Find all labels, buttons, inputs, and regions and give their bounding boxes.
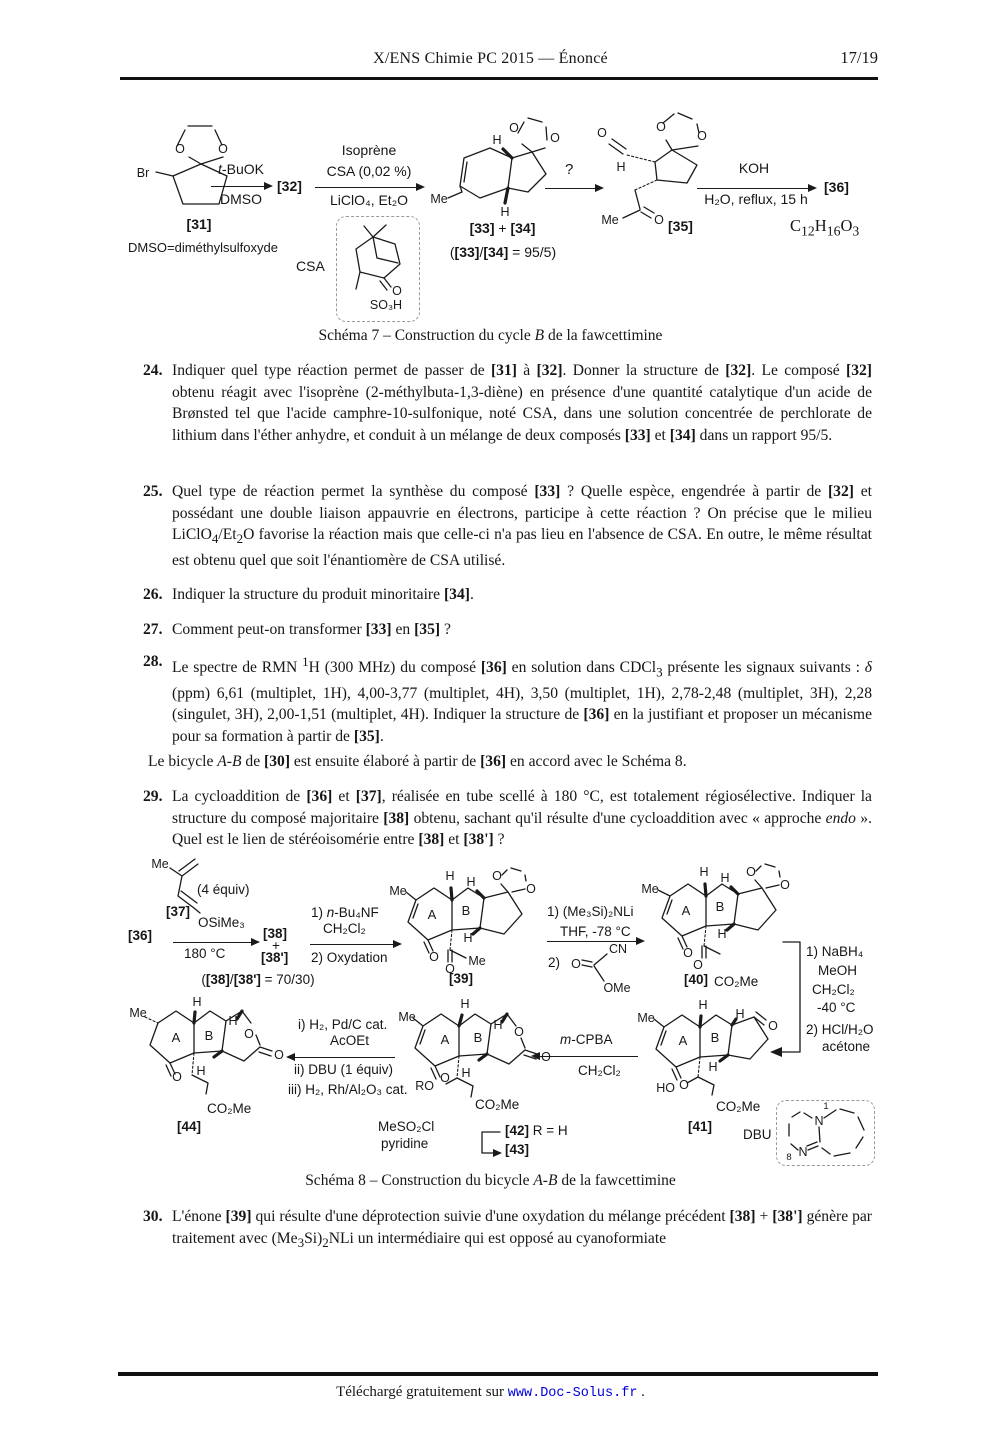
- label-compound-31: [31]: [186, 216, 212, 232]
- arrow1-reagent: t-BuOK: [218, 161, 264, 177]
- atom-so3h: SO₃H: [369, 298, 403, 312]
- atom-o: O: [571, 957, 581, 971]
- osime3-label: OSiMe₃: [198, 915, 245, 930]
- co2me-label-44: CO₂Me: [207, 1101, 252, 1116]
- arrow1-solvent: DMSO: [220, 191, 262, 207]
- label-compound-44: [44]: [177, 1119, 202, 1134]
- question-number: 25.: [143, 483, 163, 500]
- question-30: [143, 1206, 872, 1253]
- atom-o: O: [429, 950, 439, 964]
- ring-a-label: A: [171, 1030, 181, 1045]
- atom-h: H: [698, 998, 708, 1012]
- atom-o: O: [683, 946, 693, 960]
- label-compound-36: [36]: [824, 179, 849, 195]
- atom-o: O: [780, 878, 790, 892]
- ring-a-label: A: [440, 1032, 450, 1047]
- arrow2-reagent-1: Isoprène: [341, 142, 397, 158]
- arrow-39-40-step1: 1) (Me₃Si)₂NLi: [547, 904, 634, 919]
- question-text: L'énone [39] qui résulte d'une déprotection suivie d'une oxydation du mélange précédent [38] + [38'] génère par traitement avec $(Me_3Si)_2NLi$ un intermédiaire qui est opposé au cyanoformiate: [172, 1208, 873, 1250]
- question-number: 27.: [143, 621, 163, 638]
- question-24: [143, 360, 872, 446]
- position-8-label: 8: [786, 1152, 792, 1163]
- label-compound-35: [35]: [668, 218, 693, 234]
- atom-h: H: [461, 1066, 471, 1080]
- question-28: [143, 651, 872, 748]
- question-number: 29.: [143, 788, 163, 805]
- arrow-40-41-solvent2: CH₂Cl₂: [812, 982, 855, 997]
- atom-me: Me: [601, 213, 619, 227]
- atom-h: H: [228, 1014, 238, 1028]
- ring-a-label: A: [427, 907, 437, 922]
- atom-h: H: [735, 1007, 745, 1021]
- atom-o: O: [440, 1071, 450, 1085]
- atom-h: H: [192, 995, 202, 1009]
- arrow-38-39-solvent: CH₂Cl₂: [323, 921, 366, 936]
- arrow-39-40-conditions: THF, -78 °C: [560, 924, 631, 939]
- reaction-arrow-42-44: [288, 1057, 395, 1058]
- footer-link[interactable]: www.Doc-Solus.fr: [507, 1386, 638, 1401]
- atom-o: O: [218, 142, 228, 156]
- arrow-40-41-solvent1: MeOH: [818, 963, 858, 978]
- question-number: 30.: [143, 1208, 163, 1225]
- structure-41-drawing: [638, 995, 788, 1120]
- atom-o: O: [392, 284, 402, 298]
- plus-sign: +: [272, 938, 280, 953]
- pyridine-reagent: pyridine: [381, 1136, 429, 1151]
- question-text: Le spectre de RMN $^1$H (300 MHz) du composé [36] en solution dans CDCl$_3$ présente les signaux suivants : δ (ppm) 6,61 (multiplet, 1H), 4,00-3,77 (multiplet, 4H), 3,50 (multiplet, 1H), 2,78-2,48 (multiplet, 3H), 2,28 (singulet, 3H), 2,00-1,51 (multiplet, 4H). Indiquer la structure de [36] en la justifiant et proposer un mécanisme pour sa formation à partir de [35].: [172, 654, 872, 746]
- dbu-structure-drawing: [776, 1100, 873, 1164]
- ring-a-label: A: [681, 903, 691, 918]
- label-compound-41: [41]: [688, 1119, 713, 1134]
- position-1-label: 1: [823, 1101, 829, 1112]
- atom-o: O: [550, 131, 560, 145]
- ratio-38-38p: ([38]/[38'] = 70/30): [201, 972, 315, 987]
- atom-h: H: [445, 869, 455, 883]
- label-33-plus-34: [33] + [34]: [469, 220, 536, 236]
- question-text: Quel type de réaction permet la synthèse du composé [33] ? Quelle espèce, engendrée à partir de [32] et possédant une double liaison appauvrie en électrons, participe à cette réaction ? On précise que le milieu $LiClO_4/Et_2O$ favorise la réaction mais que celle-ci n'a pas lieu en l'absence de CSA. En outre, le même résultat est obtenu quel que soit l'énantiomère de CSA utilisé.: [172, 483, 872, 569]
- atom-o: O: [697, 129, 707, 143]
- header-title: X/ENS Chimie PC 2015 — Énoncé: [373, 50, 608, 67]
- atom-o: O: [492, 869, 502, 883]
- arrow2-solvent: LiClO₄, Et₂O: [329, 192, 409, 208]
- label-compound-38: [38]: [263, 926, 288, 941]
- arrow2-reagent-2: CSA (0,02 %): [326, 163, 412, 179]
- label-compound-38p: [38']: [261, 950, 289, 965]
- atom-me: Me: [641, 882, 659, 896]
- reaction-arrow-1: [211, 186, 271, 187]
- question-27: [143, 619, 872, 641]
- scheme7-caption: Schéma 7 – Construction du cycle B de la fawcettimine: [318, 327, 663, 344]
- ring-b-label: B: [715, 899, 725, 914]
- atom-o: O: [541, 1050, 551, 1064]
- temp-180: 180 °C: [184, 946, 226, 961]
- csa-structure-drawing: [336, 216, 418, 320]
- reaction-arrow-38-39: [310, 944, 400, 945]
- arrow-42-44-step3: iii) H₂, Rh/Al₂O₃ cat.: [288, 1082, 408, 1097]
- arrow4-conditions: H₂O, reflux, 15 h: [704, 191, 808, 207]
- header-rule: [120, 77, 878, 80]
- unknown-step-label: ?: [565, 161, 574, 178]
- arrow-42-44-step2: ii) DBU (1 équiv): [294, 1062, 394, 1077]
- question-number: 28.: [143, 653, 163, 670]
- atom-o: O: [768, 1019, 778, 1033]
- atom-h: H: [492, 133, 502, 147]
- atom-o: O: [679, 1078, 689, 1092]
- atom-h: H: [493, 1018, 503, 1032]
- co2me-label-40: CO₂Me: [714, 974, 759, 989]
- atom-me: Me: [129, 1006, 147, 1020]
- atom-n: N: [798, 1145, 808, 1159]
- atom-h: H: [463, 931, 473, 945]
- question-number: 24.: [143, 362, 163, 379]
- arrow-39-40-step2: 2): [548, 955, 561, 970]
- ratio-33-34: ([33]/[34] = 95/5): [449, 244, 557, 260]
- footer-period: .: [641, 1384, 645, 1400]
- atom-h: H: [699, 865, 709, 879]
- arrow-40-41-step1: 1) NaBH₄: [806, 944, 864, 959]
- arrow-40-41-temp: -40 °C: [817, 1000, 856, 1015]
- atom-ho: HO: [656, 1081, 675, 1095]
- atom-h: H: [720, 871, 730, 885]
- atom-ro: RO: [415, 1079, 434, 1093]
- scheme8-caption: Schéma 8 – Construction du bicycle A-B de la fawcettimine: [305, 1172, 676, 1189]
- equiv-label: (4 équiv): [197, 882, 250, 897]
- dmso-definition: DMSO=diméthylsulfoxyde: [128, 240, 278, 255]
- structure-42-drawing: [395, 998, 555, 1113]
- ring-b-label: B: [710, 1030, 720, 1045]
- atom-o: O: [654, 213, 664, 227]
- atom-h: H: [717, 927, 727, 941]
- footer-text: Téléchargé gratuitement sur: [336, 1384, 505, 1400]
- atom-o: O: [274, 1048, 284, 1062]
- arrow-40-41-solvent3: acétone: [822, 1039, 871, 1054]
- atom-me: Me: [637, 1011, 655, 1025]
- label-compound-42: [42] R = H: [505, 1123, 568, 1138]
- atom-me: Me: [398, 1010, 416, 1024]
- question-25: [143, 481, 872, 571]
- ring-b-label: B: [204, 1028, 214, 1043]
- structure-35-drawing: [585, 106, 715, 236]
- structure-39-drawing: [390, 866, 540, 981]
- arrow-38-39-step1: 1) n-Bu₄NF: [311, 905, 379, 920]
- question-26: [143, 584, 872, 606]
- atom-h: H: [708, 1060, 718, 1074]
- atom-o: O: [244, 1027, 254, 1041]
- question-text: La cycloaddition de [36] et [37], réalisée en tube scellé à 180 °C, est totalement régiosélective. Indiquer la structure du composé majoritaire [38] obtenu, sachant qu'il résulte d'une cycloaddition avec « approche endo ». Quel est le lien de stéréoisomérie entre [38] et [38'] ?: [172, 788, 872, 849]
- atom-n: N: [814, 1114, 824, 1128]
- atom-h: H: [500, 205, 510, 219]
- atom-o: O: [172, 1070, 182, 1084]
- label-compound-43: [43]: [505, 1142, 530, 1157]
- ring-b-label: B: [461, 903, 471, 918]
- csa-label: CSA: [296, 258, 325, 274]
- question-number: 26.: [143, 586, 163, 603]
- atom-h: H: [466, 875, 476, 889]
- footer-rule: [118, 1372, 878, 1376]
- reaction-arrow-36-38: [173, 942, 258, 943]
- arrow-41-42-reagent: m-CPBA: [560, 1032, 613, 1047]
- atom-h: H: [460, 997, 470, 1011]
- question-text: Indiquer la structure du produit minoritaire [34].: [172, 586, 474, 603]
- molecular-formula-36: $C_{12}H_{16}O_3$: [790, 216, 860, 239]
- ring-a-label: A: [678, 1033, 688, 1048]
- atom-o: O: [175, 142, 185, 156]
- label-compound-39: [39]: [449, 971, 474, 986]
- question-text: Comment peut-on transformer [33] en [35] ?: [172, 621, 451, 638]
- question-29: [143, 786, 872, 851]
- question-text: Indiquer quel type réaction permet de passer de [31] à [32]. Donner la structure de [32]. Le composé [32] obtenu réagit avec l'isoprène (2-méthylbuta-1,3-diène) en présence d'une quantité catalytique d'un acide de Brønsted tel que l'acide camphre-10-sulfonique, noté CSA, dans une solution concentrée de perchlorate de lithium dans l'éther anhydre, et conduit à un mélange de deux composés [33] et [34] dans un rapport 95/5.: [172, 362, 872, 444]
- reaction-arrow-2: [315, 187, 423, 188]
- dbu-label: DBU: [743, 1127, 772, 1142]
- atom-br: Br: [136, 166, 150, 180]
- structure-33-drawing: [418, 106, 568, 231]
- arrow-42-44-solvent: AcOEt: [330, 1033, 370, 1048]
- atom-h: H: [196, 1064, 206, 1078]
- arrow-38-39-step2: 2) Oxydation: [311, 950, 388, 965]
- atom-ome: OMe: [603, 981, 631, 995]
- arrow-40-41-step2: 2) HCl/H₂O: [806, 1022, 874, 1037]
- arrow-42-44-step1: i) H₂, Pd/C cat.: [298, 1017, 388, 1032]
- atom-me: Me: [151, 857, 169, 871]
- atom-o: O: [514, 1025, 524, 1039]
- atom-h: H: [616, 160, 626, 174]
- atom-o: O: [746, 865, 756, 879]
- atom-o: O: [656, 120, 666, 134]
- atom-o: O: [526, 882, 536, 896]
- page-number: 17/19: [840, 48, 878, 67]
- label-compound-37: [37]: [166, 904, 191, 919]
- footer: [0, 1384, 981, 1401]
- label-compound-32: [32]: [277, 178, 302, 194]
- co2me-label-42: CO₂Me: [475, 1097, 520, 1112]
- arrow-41-42-solvent: CH₂Cl₂: [578, 1063, 621, 1078]
- atom-o: O: [597, 126, 607, 140]
- atom-me: Me: [468, 954, 486, 968]
- interlude-sentence: Le bicycle A-B de [30] est ensuite élaboré à partir de [36] en accord avec le Schéma 8.: [148, 753, 687, 770]
- atom-o: O: [509, 121, 519, 135]
- atom-me: Me: [389, 884, 407, 898]
- atom-o: O: [693, 958, 703, 972]
- co2me-label-41: CO₂Me: [716, 1099, 761, 1114]
- atom-me: Me: [430, 192, 448, 206]
- ring-b-label: B: [473, 1030, 483, 1045]
- arrow4-reagent: KOH: [738, 160, 770, 176]
- label-compound-40: [40]: [684, 972, 709, 987]
- mesyl-reagent: MeSO₂Cl: [378, 1119, 435, 1134]
- reaction-arrow-4: [697, 188, 815, 189]
- label-compound-36b: [36]: [128, 928, 153, 943]
- atom-o: O: [445, 962, 455, 976]
- atom-cn: CN: [608, 942, 628, 956]
